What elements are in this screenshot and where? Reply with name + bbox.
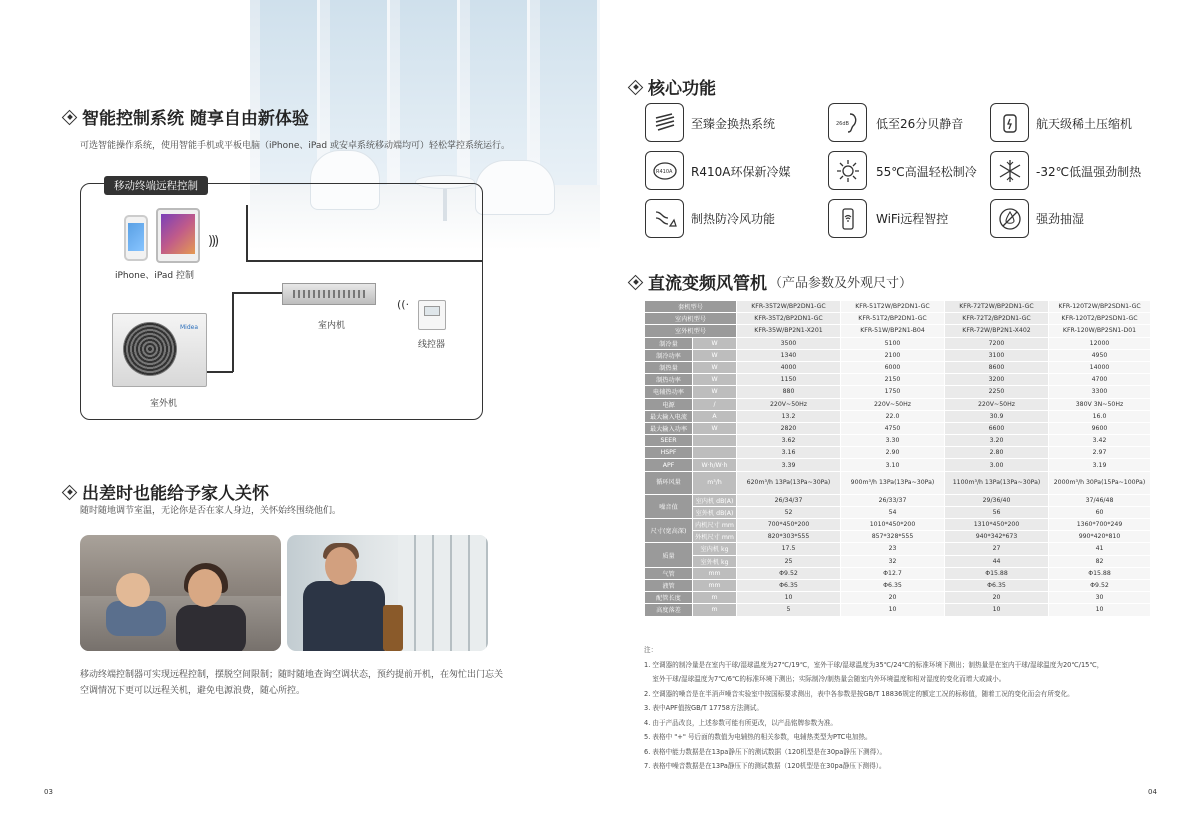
feature-label: 55℃高温轻松制冷 [876, 165, 977, 179]
svg-text:R410A: R410A [655, 168, 672, 175]
spec-cell: 20 [841, 592, 945, 604]
spec-label: 循环风量 [645, 471, 693, 494]
spec-cell: 3200 [945, 374, 1049, 386]
spec-unit: m [693, 592, 737, 604]
spec-cell: 880 [737, 386, 841, 398]
refrigerant-icon [645, 151, 684, 190]
spec-row [645, 592, 1151, 604]
spec-cell: Φ6.35 [841, 579, 945, 591]
spec-cell: KFR-51T2W/BP2DN1-GC [841, 301, 945, 313]
spec-label: 尺寸(宽高深) [645, 519, 693, 543]
spec-label: 最大输入电流 [645, 410, 693, 422]
chair [475, 160, 555, 215]
spec-row [645, 422, 1151, 434]
spec-cell: 220V~50Hz [841, 398, 945, 410]
spec-label: 套机型号 [645, 301, 737, 313]
family-care-desc: 随时随地调节室温，无论你是否在家人身边，关怀始终围绕他们。 [80, 506, 342, 516]
spec-label: 质量 [645, 543, 693, 567]
diagram-tag: 移动终端远程控制 [104, 176, 208, 195]
spec-label: HSPF [645, 447, 693, 459]
diamond-bullet-icon [62, 485, 76, 499]
spec-cell: KFR-72T2W/BP2DN1-GC [945, 301, 1049, 313]
brand-logo: Midea [179, 324, 198, 331]
spec-cell: 32 [841, 555, 945, 567]
spec-cell: 30.9 [945, 410, 1049, 422]
spec-cell: 17.5 [737, 543, 841, 555]
family-care-body-line2: 空调情况下更可以远程关机，避免电源浪费，随心所控。 [80, 686, 306, 696]
note-line: 5. 表格中 "+" 号后面的数值为电辅热的相关参数，电辅热类型为PTC电加热。 [644, 733, 872, 741]
spec-unit: 室内机 kg [693, 543, 737, 555]
spec-label: 制热量 [645, 361, 693, 373]
spec-header-row [645, 313, 1151, 325]
spec-row [645, 386, 1151, 398]
spec-cell: KFR-35T2/BP2DN1-GC [737, 313, 841, 325]
spec-cell: 2.97 [1049, 447, 1151, 459]
connection-line [232, 292, 234, 372]
spec-cell: KFR-72W/BP2N1-X402 [945, 325, 1049, 337]
feature-label: 制热防冷风功能 [691, 212, 776, 226]
spec-cell: 26/33/37 [841, 494, 945, 506]
spec-table [644, 300, 1151, 617]
spec-cell: 30 [1049, 592, 1151, 604]
spec-cell: 23 [841, 543, 945, 555]
spec-row [645, 361, 1151, 373]
spec-cell: 54 [841, 506, 945, 518]
spec-label: 液管 [645, 579, 693, 591]
spec-cell: 56 [945, 506, 1049, 518]
spec-cell: 3.10 [841, 459, 945, 471]
diamond-bullet-icon [62, 110, 76, 124]
spec-row [645, 410, 1151, 422]
spec-cell: 1010*450*200 [841, 519, 945, 531]
spec-cell: 2.80 [945, 447, 1049, 459]
spec-cell: 3.16 [737, 447, 841, 459]
businessman-photo [287, 535, 488, 651]
window-panel [400, 0, 460, 190]
spec-cell: 700*450*200 [737, 519, 841, 531]
spec-label: SEER [645, 435, 693, 447]
spec-unit [693, 447, 737, 459]
spec-cell: 3.42 [1049, 435, 1151, 447]
spec-cell: 4750 [841, 422, 945, 434]
spec-cell: 1100m³/h 13Pa(13Pa~30Pa) [945, 471, 1049, 494]
spec-unit: mm [693, 579, 737, 591]
feature-label: 航天级稀土压缩机 [1036, 117, 1133, 131]
spec-cell: 10 [737, 592, 841, 604]
indoor-unit-label: 室内机 [318, 321, 346, 331]
family-care-body-line1: 移动终端控制器可实现远程控制，摆脱空间限制；随时随地查询空调状态，预约提前开机，在匆忙出门忘关 [80, 670, 504, 680]
feature-label: 低至26分贝静音 [876, 117, 964, 131]
spec-cell: 4000 [737, 361, 841, 373]
spec-cell: 26/34/37 [737, 494, 841, 506]
spec-row [645, 604, 1151, 616]
spec-cell: 1340 [737, 349, 841, 361]
spec-cell: Φ6.35 [945, 579, 1049, 591]
spec-cell: 41 [1049, 543, 1151, 555]
spec-unit: m [693, 604, 737, 616]
page-number-left: 03 [44, 788, 53, 796]
spec-cell: 220V~50Hz [737, 398, 841, 410]
section-title-family-care: 出差时也能给予家人关怀 [62, 479, 269, 504]
spec-cell: 3.19 [1049, 459, 1151, 471]
wifi-phone-icon [828, 199, 867, 238]
heat-exchanger-icon [645, 103, 684, 142]
section-title-smart-control: 智能控制系统 随享自由新体验 [62, 104, 309, 129]
connection-line [246, 205, 248, 261]
spec-label: 制冷量 [645, 337, 693, 349]
spec-cell: 857*328*555 [841, 531, 945, 543]
spec-label: 噪音值 [645, 494, 693, 518]
connection-line [232, 292, 284, 294]
spec-cell: KFR-35W/BP2N1-X201 [737, 325, 841, 337]
quiet-ear-icon [828, 103, 867, 142]
feature-label: 至臻金换热系统 [691, 117, 776, 131]
spec-label: APF [645, 459, 693, 471]
spec-cell: 2100 [841, 349, 945, 361]
spec-unit: mm [693, 567, 737, 579]
spec-cell: 3.39 [737, 459, 841, 471]
connection-line [207, 371, 233, 373]
spec-cell: 20 [945, 592, 1049, 604]
spec-cell: 380V 3N~50Hz [1049, 398, 1151, 410]
spec-cell: 220V~50Hz [945, 398, 1049, 410]
spec-label: 电源 [645, 398, 693, 410]
spec-label: 最大输入功率 [645, 422, 693, 434]
spec-cell: 3.20 [945, 435, 1049, 447]
spec-label: 室内机型号 [645, 313, 737, 325]
spec-cell: 3.00 [945, 459, 1049, 471]
feature-label: 强劲抽湿 [1036, 212, 1085, 226]
window-panel [260, 0, 320, 190]
spec-row [645, 555, 1151, 567]
spec-cell: 8600 [945, 361, 1049, 373]
indoor-unit-image [282, 283, 376, 305]
spec-header-row [645, 301, 1151, 313]
spec-cell: 2000m³/h 30Pa(15Pa~100Pa) [1049, 471, 1151, 494]
note-line: 注： [644, 646, 658, 654]
spec-cell: 13.2 [737, 410, 841, 422]
spec-unit: A [693, 410, 737, 422]
spec-row [645, 374, 1151, 386]
spec-row [645, 471, 1151, 494]
note-line: 7. 表格中噪音数据是在13Pa静压下的测试数据（120机型是在30pa静压下测得）。 [644, 762, 886, 770]
spec-row [645, 337, 1151, 349]
spec-cell: KFR-120W/BP2SN1-D01 [1049, 325, 1151, 337]
spec-unit: 外机尺寸 mm [693, 531, 737, 543]
spec-label: 配管长度 [645, 592, 693, 604]
spec-cell: KFR-35T2W/BP2DN1-GC [737, 301, 841, 313]
spec-row [645, 398, 1151, 410]
note-line: 室外干球/湿球温度为7℃/6℃的标准环境下测出；实际制冷/制热量会随室内外环境温度和相对湿度的变化而增大或减小。 [644, 675, 1006, 683]
spec-cell: 52 [737, 506, 841, 518]
spec-cell: KFR-51W/BP2N1-B04 [841, 325, 945, 337]
wireless-signal-icon: ))) [208, 234, 218, 249]
spec-row [645, 567, 1151, 579]
spec-row [645, 435, 1151, 447]
spec-unit: 内机尺寸 mm [693, 519, 737, 531]
phone-label: iPhone、iPad 控制 [115, 271, 194, 281]
spec-row [645, 447, 1151, 459]
spec-row [645, 579, 1151, 591]
spec-cell: 25 [737, 555, 841, 567]
sun-icon [828, 151, 867, 190]
spec-cell: 9600 [1049, 422, 1151, 434]
note-line: 6. 表格中能力数据是在13pa静压下的测试数据（120机型是在30pa静压下测得）。 [644, 747, 887, 756]
spec-label: 制热功率 [645, 374, 693, 386]
spec-row [645, 543, 1151, 555]
outdoor-unit-label: 室外机 [150, 399, 178, 409]
spec-cell: 1310*450*200 [945, 519, 1049, 531]
spec-unit: 室内机 dB(A) [693, 494, 737, 506]
spec-cell: KFR-120T2W/BP2SDN1-GC [1049, 301, 1151, 313]
spec-cell: 10 [945, 604, 1049, 616]
spec-cell: Φ9.52 [737, 567, 841, 579]
note-line: 2. 空调器的噪音是在半消声噪音实验室中按国标要求测出，表中各参数是按GB/T 18836规定的额定工况的标称值，随着工况的变化而会有所变化。 [644, 689, 1074, 698]
spec-unit: W [693, 349, 737, 361]
spec-cell: 5100 [841, 337, 945, 349]
spec-unit: W [693, 422, 737, 434]
spec-unit: W·h/W·h [693, 459, 737, 471]
spec-cell: 16.0 [1049, 410, 1151, 422]
spec-cell: 900m³/h 13Pa(13Pa~30Pa) [841, 471, 945, 494]
spec-cell: 12000 [1049, 337, 1151, 349]
spec-cell: 14000 [1049, 361, 1151, 373]
mother-child-photo [80, 535, 281, 651]
spec-cell: 3.62 [737, 435, 841, 447]
spec-cell: 940*342*673 [945, 531, 1049, 543]
spec-unit: m³/h [693, 471, 737, 494]
spec-cell: 29/36/40 [945, 494, 1049, 506]
spec-cell: Φ9.52 [1049, 579, 1151, 591]
section-title-core-features: 核心功能 [628, 74, 716, 99]
diamond-bullet-icon [628, 80, 642, 94]
smart-control-desc: 可选智能操作系统，使用智能手机或平板电脑（iPhone、iPad 或安卓系统移动端均可）轻松掌控系统运行。 [80, 141, 510, 151]
spec-cell: 2.90 [841, 447, 945, 459]
controller-label: 线控器 [418, 340, 446, 350]
spec-unit: W [693, 374, 737, 386]
spec-cell: 60 [1049, 506, 1151, 518]
diamond-bullet-icon [628, 275, 642, 289]
spec-row [645, 494, 1151, 506]
svg-text:26dB: 26dB [835, 120, 849, 127]
spec-cell: 10 [1049, 604, 1151, 616]
window-panel [540, 0, 600, 190]
spec-cell: 3300 [1049, 386, 1151, 398]
compressor-icon [990, 103, 1029, 142]
spec-cell: Φ15.88 [1049, 567, 1151, 579]
spec-row [645, 519, 1151, 531]
notes-section [644, 643, 1164, 774]
spec-cell: 3100 [945, 349, 1049, 361]
wireless-signal-icon: ((· [397, 298, 410, 311]
spec-cell: 6600 [945, 422, 1049, 434]
iphone-device [124, 215, 148, 261]
page-number-right: 04 [1148, 788, 1157, 796]
spec-cell: 22.0 [841, 410, 945, 422]
spec-label: 电辅热功率 [645, 386, 693, 398]
note-line: 4. 由于产品改良，上述参数可能有所更改，以产品铭牌参数为准。 [644, 718, 838, 727]
spec-cell: 4700 [1049, 374, 1151, 386]
spec-cell: 10 [841, 604, 945, 616]
spec-cell: 990*420*810 [1049, 531, 1151, 543]
anti-cold-wind-icon [645, 199, 684, 238]
spec-unit: / [693, 398, 737, 410]
spec-cell: 4950 [1049, 349, 1151, 361]
spec-label: 室外机型号 [645, 325, 737, 337]
spec-unit [693, 435, 737, 447]
spec-row [645, 531, 1151, 543]
spec-unit: 室外机 dB(A) [693, 506, 737, 518]
spec-cell: 2150 [841, 374, 945, 386]
spec-cell: 1360*700*249 [1049, 519, 1151, 531]
spec-row [645, 506, 1151, 518]
spec-unit: W [693, 386, 737, 398]
spec-cell: 5 [737, 604, 841, 616]
spec-cell: KFR-51T2/BP2DN1-GC [841, 313, 945, 325]
spec-label: 气管 [645, 567, 693, 579]
spec-cell: Φ15.88 [945, 567, 1049, 579]
wired-controller-image [418, 300, 446, 330]
spec-cell: Φ12.7 [841, 567, 945, 579]
spec-unit: W [693, 337, 737, 349]
spec-cell: KFR-120T2/BP2SDN1-GC [1049, 313, 1151, 325]
spec-cell: 1150 [737, 374, 841, 386]
spec-cell: 6000 [841, 361, 945, 373]
spec-header-row [645, 325, 1151, 337]
spec-cell: KFR-72T2/BP2DN1-GC [945, 313, 1049, 325]
note-line: 3. 表中APF值按GB/T 17758方法测试。 [644, 704, 763, 712]
spec-cell: 3500 [737, 337, 841, 349]
dehumidify-icon [990, 199, 1029, 238]
connection-line [246, 260, 483, 262]
ipad-device [156, 208, 200, 263]
snowflake-icon [990, 151, 1029, 190]
spec-cell: 2250 [945, 386, 1049, 398]
fan-icon [123, 322, 177, 376]
spec-unit: W [693, 361, 737, 373]
spec-cell: 37/46/48 [1049, 494, 1151, 506]
feature-label: R410A环保新冷媒 [691, 165, 791, 179]
spec-cell: 27 [945, 543, 1049, 555]
spec-row [645, 459, 1151, 471]
feature-label: -32℃低温强劲制热 [1036, 165, 1142, 179]
spec-cell: 2820 [737, 422, 841, 434]
spec-cell: 7200 [945, 337, 1049, 349]
outdoor-unit-image [112, 313, 207, 387]
spec-cell: 82 [1049, 555, 1151, 567]
section-title-spec: 直流变频风管机 （产品参数及外观尺寸） [628, 269, 912, 294]
spec-cell: 620m³/h 13Pa(13Pa~30Pa) [737, 471, 841, 494]
spec-cell: 820*303*555 [737, 531, 841, 543]
spec-label: 高度落差 [645, 604, 693, 616]
spec-cell: 44 [945, 555, 1049, 567]
spec-unit: 室外机 kg [693, 555, 737, 567]
feature-label: WiFi远程智控 [876, 212, 949, 226]
spec-row [645, 349, 1151, 361]
spec-cell: 1750 [841, 386, 945, 398]
spec-label: 制冷功率 [645, 349, 693, 361]
spec-cell: Φ6.35 [737, 579, 841, 591]
note-line: 1. 空调器的制冷量是在室内干球/湿球温度为27℃/19℃，室外干球/湿球温度为35℃/24℃的标准环境下测出；制热量是在室内干球/湿球温度为20℃/15℃， [644, 660, 1104, 669]
spec-cell: 3.30 [841, 435, 945, 447]
